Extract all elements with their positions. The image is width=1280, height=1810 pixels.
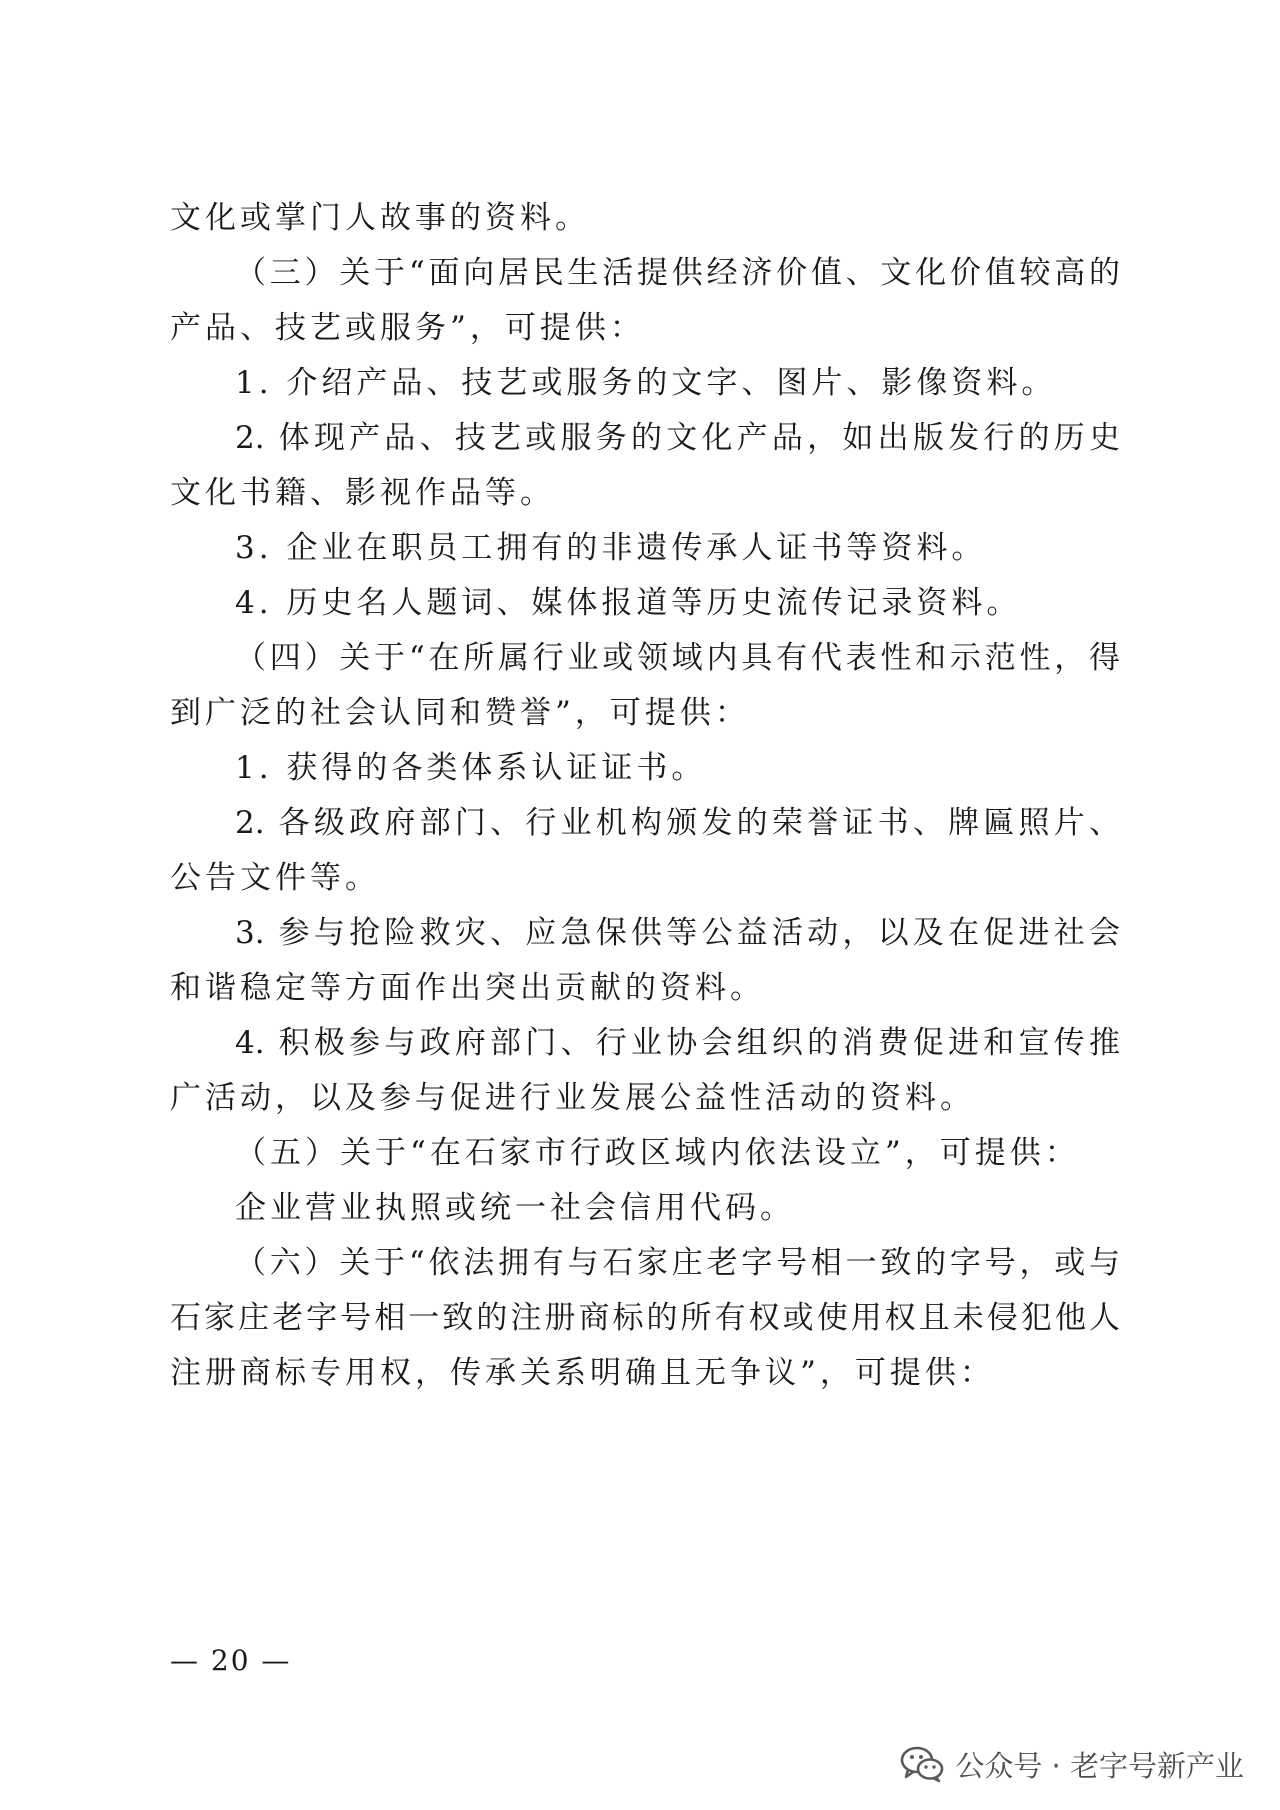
watermark [899,1742,1244,1786]
text-line: 广活动，以及参与促进行业发展公益性活动的资料。 [170,1080,975,1116]
text-line: 1. 获得的各类体系认证证书。 [235,750,707,786]
text-line: 企业营业执照或统一社会信用代码。 [235,1190,795,1226]
text-line: 和谐稳定等方面作出突出贡献的资料。 [170,970,765,1006]
text-line: 产品、技艺或服务”，可提供： [170,310,645,346]
text-line: 2. 体现产品、技艺或服务的文化产品，如出版发行的历史 [235,420,1120,456]
text-line: （六）关于“依法拥有与石家庄老字号相一致的字号，或与 [235,1245,1120,1281]
text-line: 文化书籍、影视作品等。 [170,475,555,511]
text-line: 1. 介绍产品、技艺或服务的文字、图片、影像资料。 [235,365,1057,401]
wechat-icon [899,1745,945,1783]
watermark-text: 公众号 · 老字号新产业 [955,1748,1244,1783]
text-line: （四）关于“在所属行业或领域内具有代表性和示范性，得 [235,640,1120,676]
text-line: 3. 参与抢险救灾、应急保供等公益活动，以及在促进社会 [235,915,1120,951]
text-line: 2. 各级政府部门、行业机构颁发的荣誉证书、牌匾照片、 [235,805,1120,841]
page-number: — 20 — [170,1644,292,1677]
text-line: 4. 历史名人题词、媒体报道等历史流传记录资料。 [235,585,1022,621]
text-line: 3. 企业在职员工拥有的非遗传承人证书等资料。 [235,530,987,566]
text-line: 到广泛的社会认同和赞誉”，可提供： [170,695,750,731]
text-line: 注册商标专用权，传承关系明确且无争议”，可提供： [170,1355,995,1391]
text-line: 石家庄老字号相一致的注册商标的所有权或使用权且未侵犯他人 [170,1300,1120,1336]
text-line: 文化或掌门人故事的资料。 [170,200,590,236]
text-line: 公告文件等。 [170,860,380,896]
text-line: （五）关于“在石家市行政区域内依法设立”，可提供： [235,1135,1080,1171]
text-line: 4. 积极参与政府部门、行业协会组织的消费促进和宣传推 [235,1025,1120,1061]
text-line: （三）关于“面向居民生活提供经济价值、文化价值较高的 [235,255,1120,291]
